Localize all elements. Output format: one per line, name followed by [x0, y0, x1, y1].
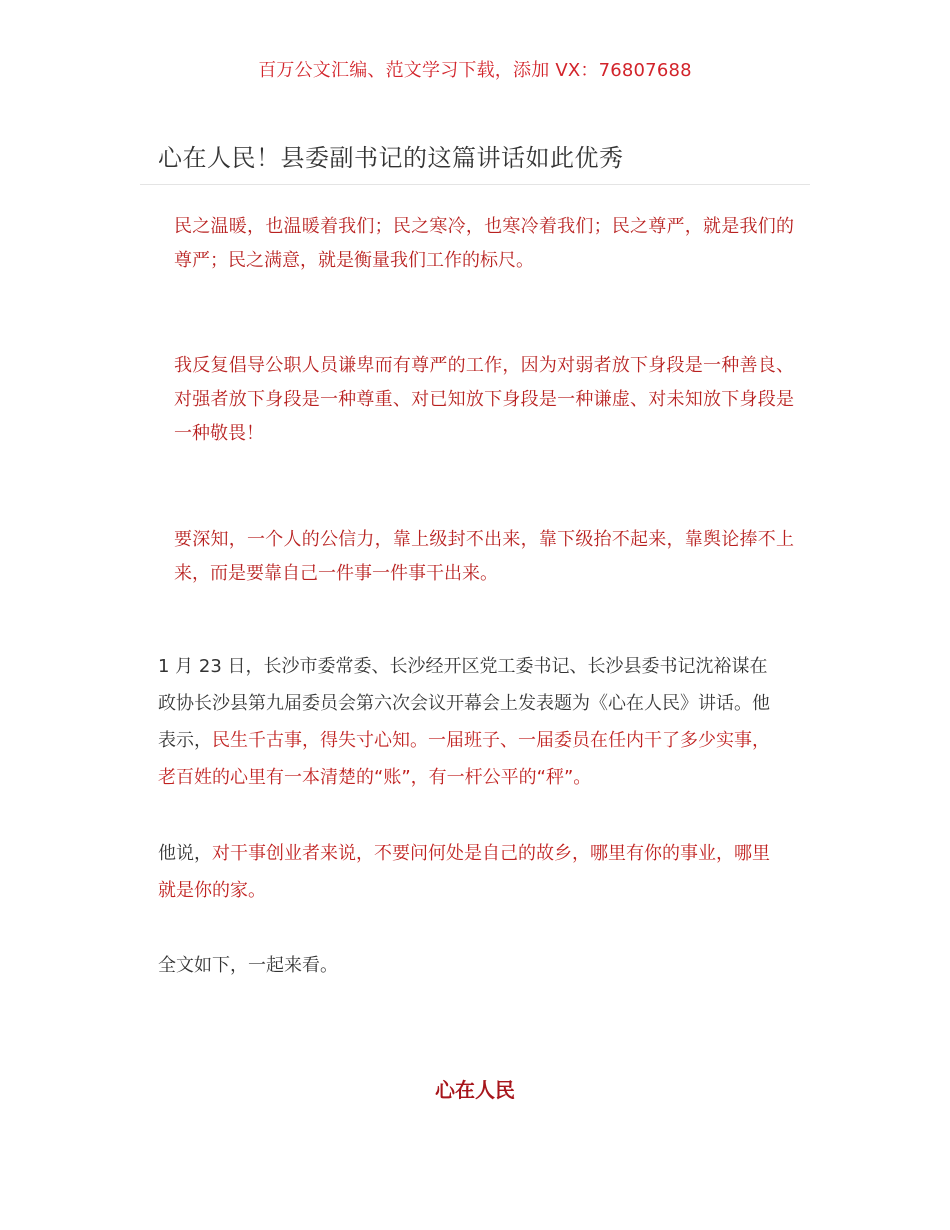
quote-intro-highlight: 对干事创业者来说，不要问何处是自己的故乡，哪里有你的事业，哪里就是你的家。 [158, 843, 770, 901]
promo-banner: 百万公文汇编、范文学习下载，添加 VX：76807688 [258, 60, 692, 81]
article-title: 心在人民！县委副书记的这篇讲话如此优秀 [158, 144, 624, 172]
quote-paragraph-2: 我反复倡导公职人员谦卑而有尊严的工作，因为对弱者放下身段是一种善良、对强者放下身段是一种尊重、对已知放下身段是一种谦虚、对未知放下身段是一种敬畏！ [174, 355, 794, 444]
quote-paragraph-1: 民之温暖，也温暖着我们；民之寒冷，也寒冷着我们；民之尊严，就是我们的尊严；民之满意，就是衡量我们工作的标尺。 [174, 216, 794, 271]
quote-intro-plain: 他说， [158, 843, 212, 864]
fulltext-note: 全文如下，一起来看。 [158, 955, 338, 976]
intro-highlight-text: 民生千古事，得失寸心知。一届班子、一届委员在任内干了多少实事，老百姓的心里有一本清楚的“账”，有一杆公平的“秤”。 [158, 730, 770, 788]
intro-plain-text: 1 月 23 日，长沙市委常委、长沙经开区党工委书记、长沙县委书记沈裕谋在政协长沙县第九届委员会第六次会议开幕会上发表题为《心在人民》讲话。他表示， [158, 656, 770, 751]
quote-intro-paragraph [158, 835, 778, 909]
title-divider [140, 184, 810, 185]
intro-paragraph [158, 648, 778, 796]
quote-paragraph-3: 要深知，一个人的公信力，靠上级封不出来，靠下级抬不起来，靠舆论捧不上来，而是要靠自己一件事一件事干出来。 [174, 529, 794, 584]
section-heading: 心在人民 [435, 1078, 515, 1102]
